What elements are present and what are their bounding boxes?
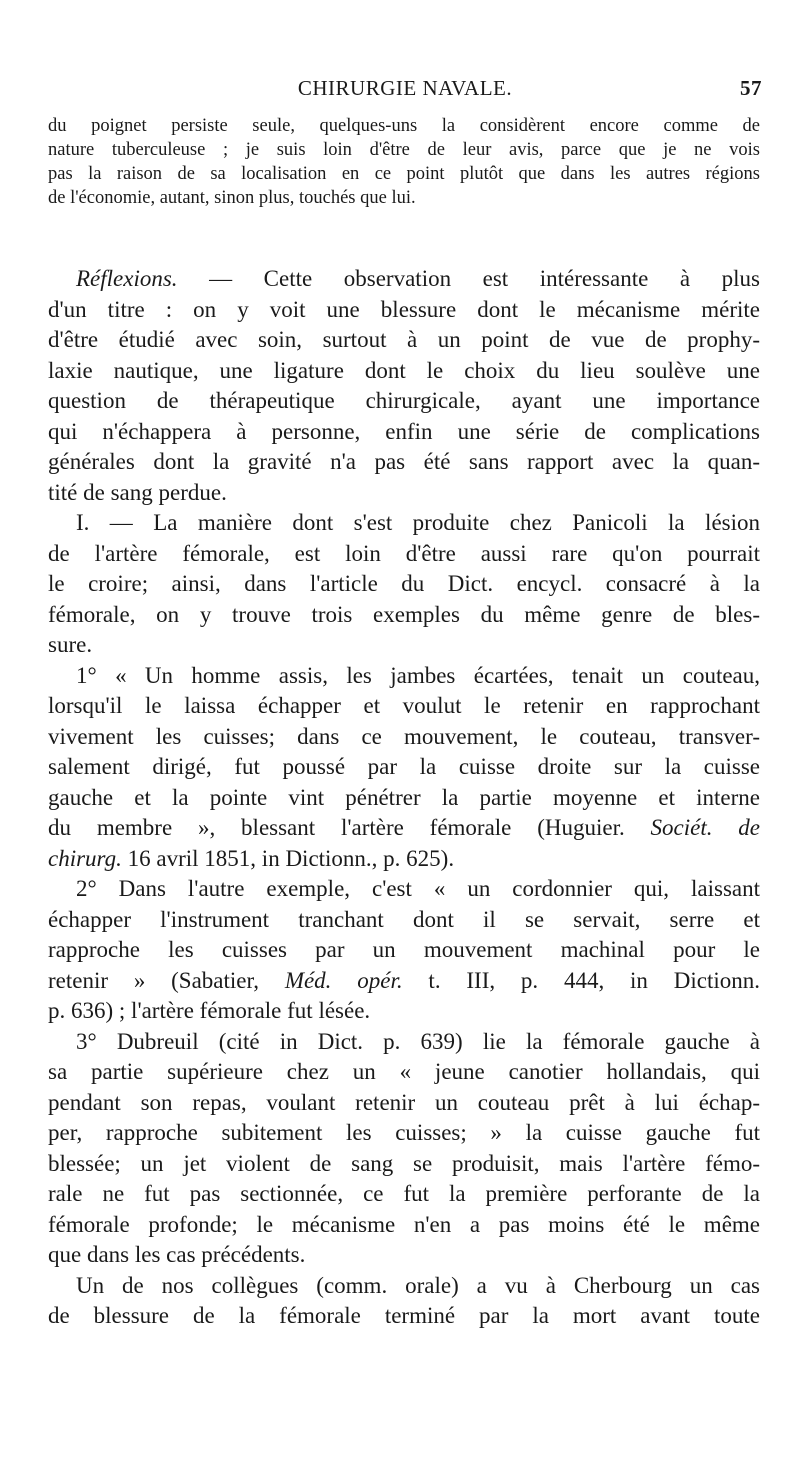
- text-line: per, rapproche subitement les cuisses; » la cuisse gauche fut: [48, 1120, 760, 1145]
- text-line: échapper l'instrument tranchant dont il se servait, serre et: [48, 906, 760, 932]
- text-line: salement dirigé, fut poussé par la cuisse droite sur la cuisse: [48, 754, 760, 779]
- text-line: que dans les cas précédents.: [48, 1242, 306, 1267]
- text-line: sa partie supérieure chez un « jeune canotier hollandais, qui: [48, 1059, 760, 1084]
- paragraph-continuation: [48, 114, 760, 210]
- text-line: blessée; un jet violent de sang se produisit, mais l'artère fémo-: [48, 1150, 760, 1176]
- text-line: I. — La manière dont s'est produite chez Panicoli la lésion: [76, 510, 760, 535]
- text-line: sure.: [48, 632, 93, 657]
- text-line: fémorale profonde; le mécanisme n'en a pas moins été le même: [48, 1211, 760, 1237]
- text-fragment: 16 avril 1851, in Dictionn., p. 625).: [121, 845, 455, 871]
- text-line: question de thérapeutique chirurgicale, ayant une importance: [48, 388, 760, 413]
- running-header: [48, 76, 762, 106]
- text-line: le croire; ainsi, dans l'article du Dict. encycl. consacré à la: [48, 571, 760, 596]
- text-fragment: du membre », blessant l'artère fémorale (Huguier.: [48, 815, 651, 840]
- text-line: tité de sang perdue.: [48, 479, 227, 505]
- text-line: pas la raison de sa localisation en ce point plutôt que dans les autres régions: [48, 164, 760, 184]
- text-line: de l'économie, autant, sinon plus, touchés que lui.: [48, 188, 416, 208]
- citation-title: chirurg.: [48, 845, 122, 871]
- text-line: rale ne fut pas sectionnée, ce fut la première perforante de la: [48, 1181, 760, 1206]
- running-title: CHIRURGIE NAVALE.: [297, 76, 513, 100]
- text-line: pendant son repas, voulant retenir un couteau prêt à lui échap-: [48, 1089, 760, 1115]
- citation-title: Sociét. de: [650, 815, 760, 840]
- text-line: nature tuberculeuse ; je suis loin d'être de leur avis, parce que je ne vois: [48, 140, 760, 160]
- text-fragment: t. III, p. 444, in Dictionn.: [402, 967, 760, 993]
- text-line: lorsqu'il le laissa échapper et voulut le retenir en rapprochant: [48, 693, 760, 718]
- text-line: Un de nos collègues (comm. orale) a vu à Cherbourg un cas: [76, 1272, 760, 1298]
- text-line: 2° Dans l'autre exemple, c'est « un cordonnier qui, laissant: [76, 876, 760, 901]
- text-fragment: retenir » (Sabatier,: [48, 967, 285, 993]
- text-line: générales dont la gravité n'a pas été sans rapport avec la quan-: [48, 449, 760, 474]
- text-line: du poignet persiste seule, quelques-uns la considèrent encore comme de: [48, 116, 760, 136]
- reflexions-label: Réflexions.: [76, 266, 178, 291]
- text-line: [48, 966, 760, 997]
- text-line: rapproche les cuisses par un mouvement machinal pour le: [48, 937, 760, 962]
- text-line: [48, 264, 760, 295]
- text-fragment: — Cette observation est intéressante à plus: [177, 266, 760, 291]
- text-line: qui n'échappera à personne, enfin une série de complications: [48, 418, 760, 444]
- text-line: d'être étudié avec soin, surtout à un point de vue de prophy-: [48, 327, 760, 352]
- text-line: vivement les cuisses; dans ce mouvement, le couteau, transver-: [48, 723, 760, 749]
- text-line: d'un titre : on y voit une blessure dont le mécanisme mérite: [48, 296, 760, 322]
- text-line: gauche et la pointe vint pénétrer la partie moyenne et interne: [48, 784, 760, 810]
- text-line: [48, 813, 760, 844]
- reflexions-paragraph: [48, 264, 760, 1332]
- text-line: de l'artère fémorale, est loin d'être aussi rare qu'on pourrait: [48, 540, 760, 566]
- citation-title: Méd. opér.: [284, 967, 403, 993]
- text-line: de blessure de la fémorale terminé par la mort avant toute: [48, 1303, 760, 1328]
- text-line: p. 636) ; l'artère fémorale fut lésée.: [48, 998, 371, 1023]
- page-number: 57: [740, 76, 762, 100]
- text-line: [48, 844, 760, 875]
- text-line: 1° « Un homme assis, les jambes écartées, tenait un couteau,: [76, 662, 760, 688]
- text-line: fémorale, on y trouve trois exemples du même genre de bles-: [48, 601, 760, 627]
- text-line: 3° Dubreuil (cité in Dict. p. 639) lie la fémorale gauche à: [76, 1028, 760, 1054]
- text-line: laxie nautique, une ligature dont le choix du lieu soulève une: [48, 357, 760, 383]
